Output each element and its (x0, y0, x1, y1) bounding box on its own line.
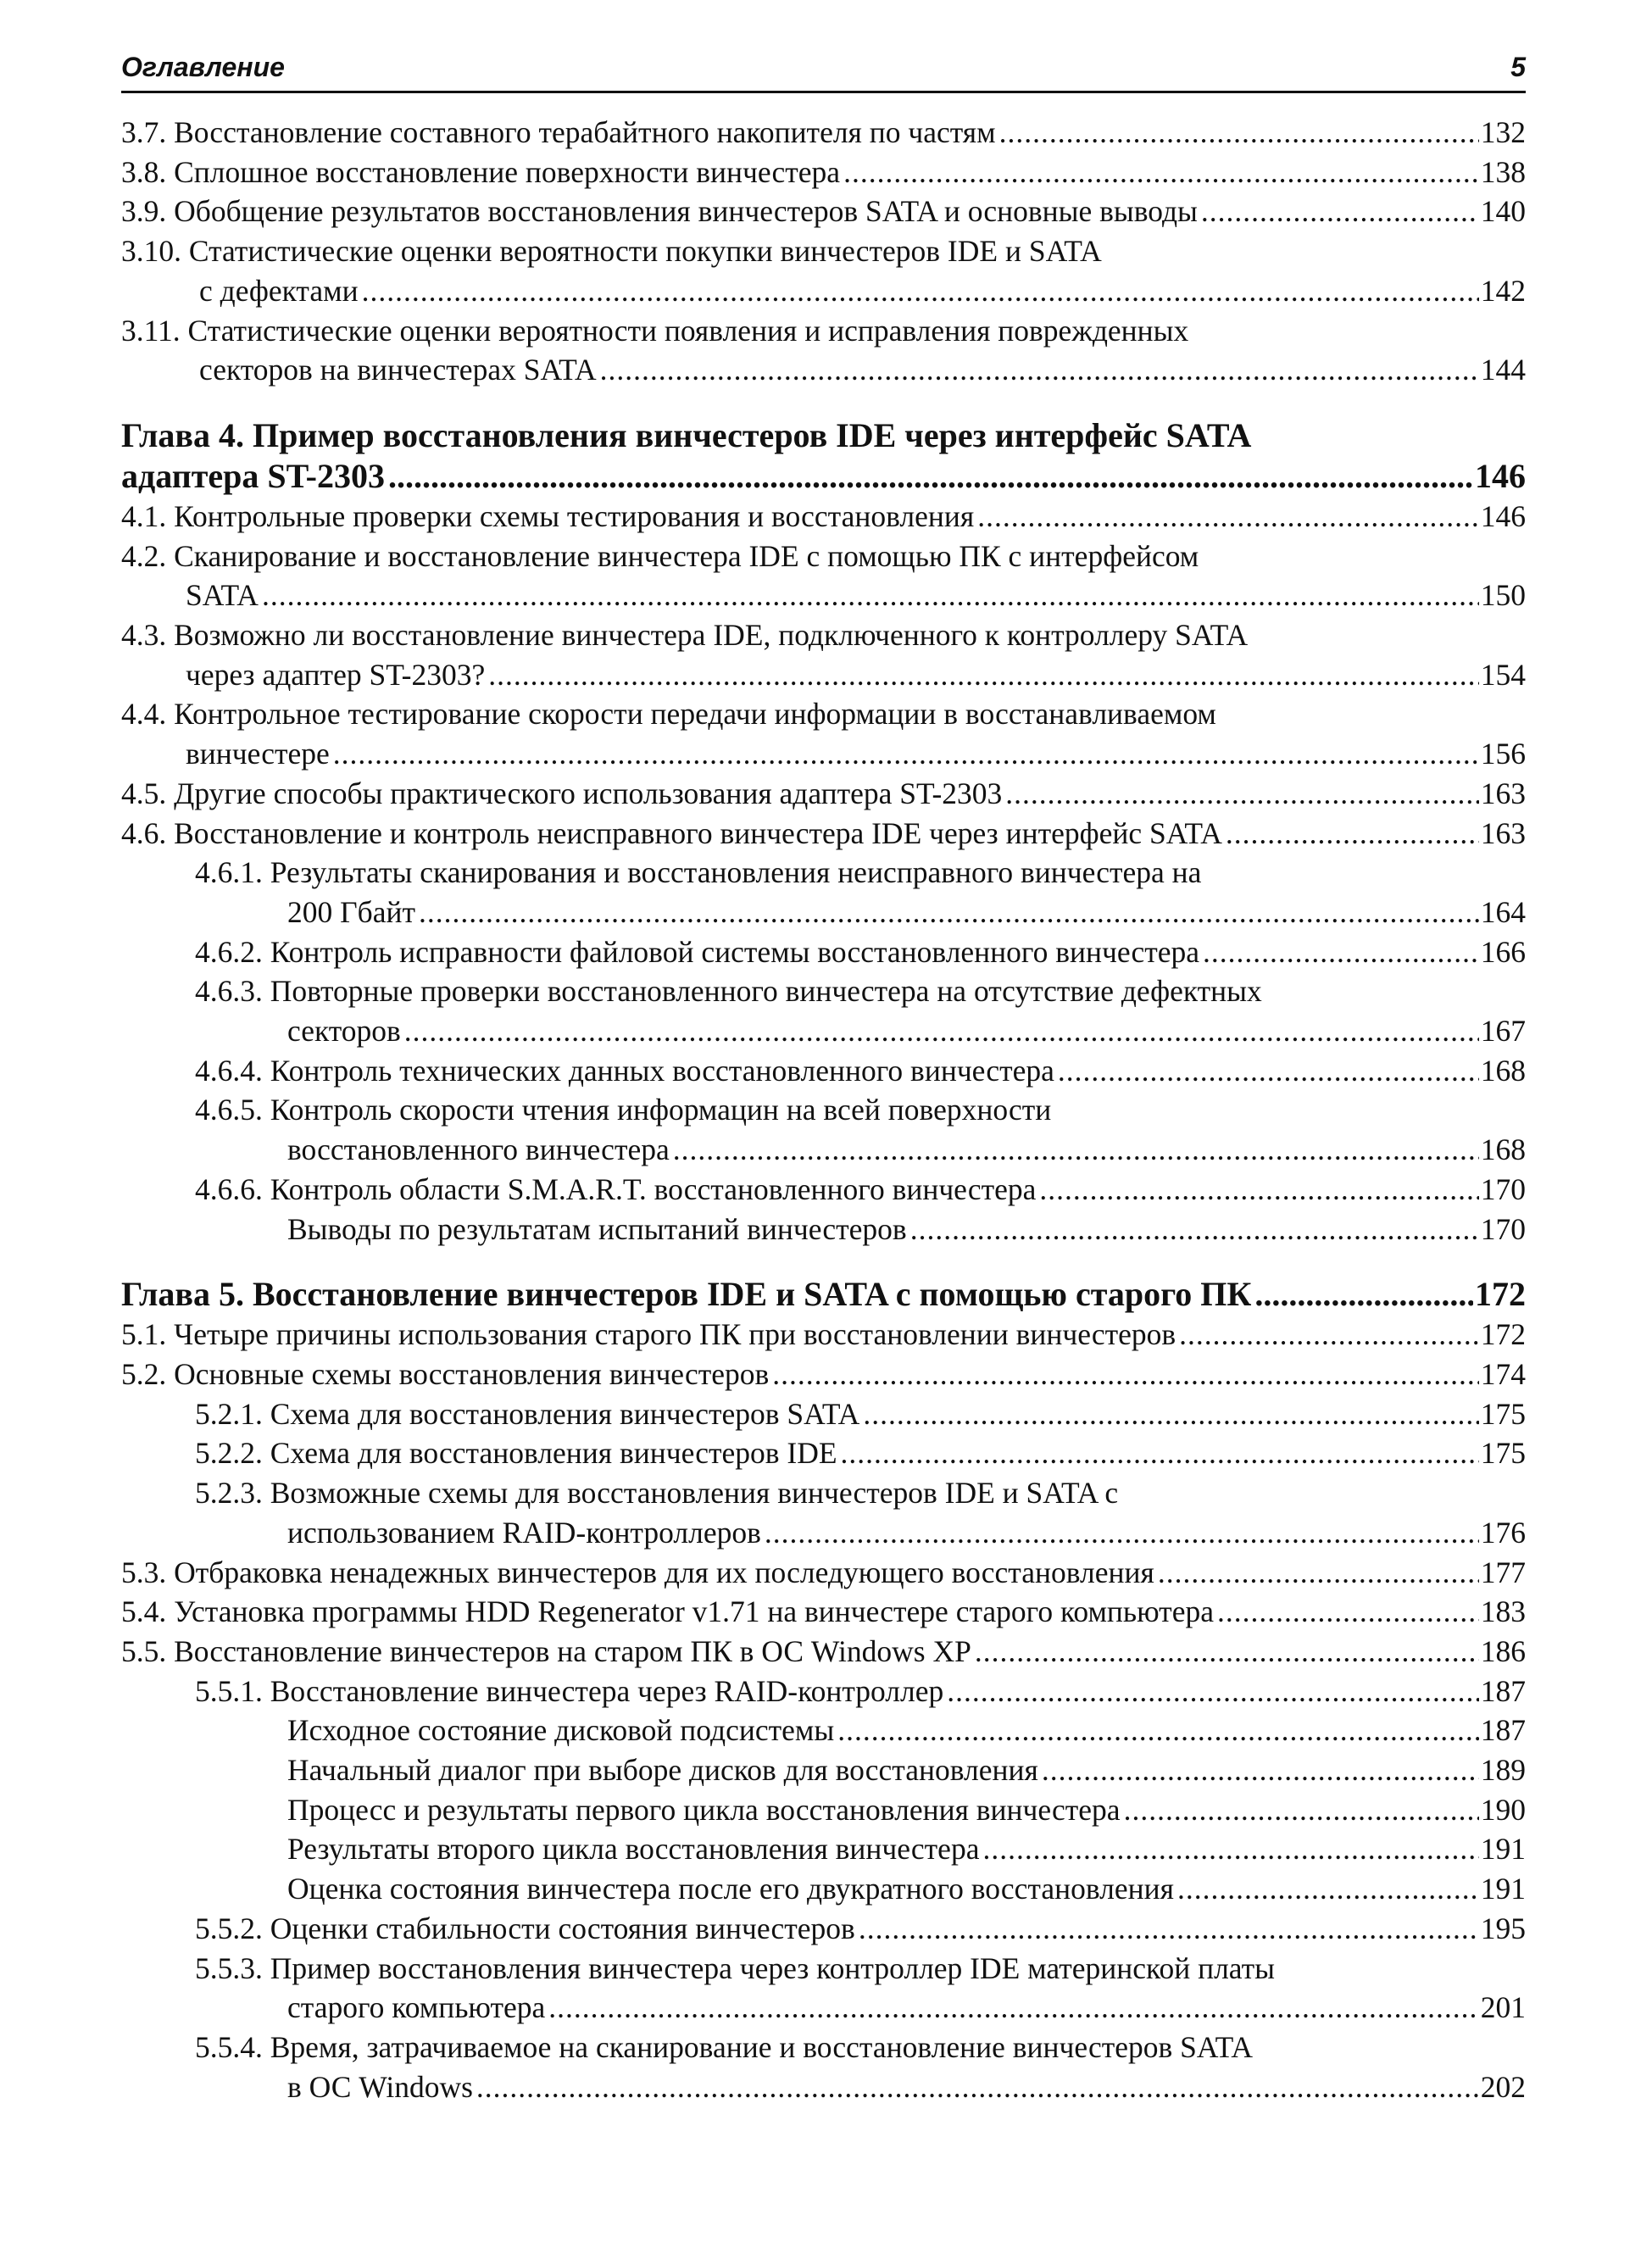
dot-leader (837, 1711, 1479, 1750)
toc-entry-title: использованием RAID-контроллеров (287, 1515, 761, 1550)
toc-page-number: 132 (1480, 115, 1526, 149)
toc-entry-title: 200 Гбайт (287, 894, 415, 929)
dot-leader (404, 1011, 1479, 1051)
dot-leader (1124, 1790, 1479, 1830)
toc-entry-title: 3.8. Сплошное восстановление поверхности винчестера (121, 154, 841, 189)
toc-entry-title: 5.5.3. Пример восстановления винчестера через контроллер IDE материнской платы (195, 1950, 1275, 1985)
dot-leader (333, 734, 1479, 774)
dot-leader (910, 1210, 1479, 1249)
toc-entry-title: старого компьютера (287, 1990, 546, 2025)
toc-entry-title: 5.4. Установка программы HDD Regenerator v1.71 на винчестере старого компьютера (121, 1594, 1214, 1629)
toc-page-number: 174 (1480, 1356, 1526, 1391)
toc-entry-title: Выводы по результатам испытаний винчестеров (287, 1211, 907, 1246)
toc-entry-title: 4.6.4. Контроль технических данных восстановленного винчестера (195, 1053, 1054, 1088)
toc-page-number: 183 (1480, 1594, 1526, 1629)
toc-page-number: 202 (1480, 2069, 1526, 2104)
toc-entry (121, 1909, 1526, 1949)
dot-leader (765, 1513, 1479, 1553)
toc-page-number: 154 (1480, 657, 1526, 692)
toc-entry-title: Глава 4. Пример восстановления винчестеров IDE через интерфейс SATA (121, 415, 1252, 454)
toc-entry (121, 1949, 1526, 2028)
running-header (121, 47, 1526, 93)
dot-leader (1254, 1274, 1473, 1315)
toc-entry (121, 311, 1526, 390)
toc-page (121, 47, 1526, 2106)
toc-entry (121, 1869, 1526, 1909)
toc-chapter-heading (121, 415, 1526, 497)
toc-page-number: 201 (1480, 1990, 1526, 2025)
toc-entry (121, 1711, 1526, 1750)
toc-page-number: 186 (1480, 1633, 1526, 1668)
toc-entry (121, 497, 1526, 537)
toc-entry-title: винчестере (186, 737, 330, 771)
dot-leader (863, 1394, 1478, 1434)
toc-entry-title: 5.5. Восстановление винчестеров на старом ПК в ОС Windows XP (121, 1633, 971, 1668)
dot-leader (1158, 1553, 1479, 1593)
dot-leader (1179, 1315, 1479, 1355)
toc-entry-title: 5.2.2. Схема для восстановления винчестеров IDE (195, 1436, 837, 1471)
toc-entry-title: 5.5.1. Восстановление винчестера через RAID-контроллер (195, 1673, 944, 1708)
toc-page-number: 164 (1480, 894, 1526, 929)
toc-entry (121, 1790, 1526, 1830)
toc-entry-title: 5.5.4. Время, затрачиваемое на сканирование и восстановление винчестеров SATA (195, 2029, 1254, 2064)
toc-entry (121, 1829, 1526, 1869)
toc-page-number: 166 (1480, 934, 1526, 969)
toc-entry (121, 1090, 1526, 1169)
dot-leader (843, 153, 1479, 192)
toc-entry (121, 814, 1526, 854)
toc-page-number: 163 (1480, 776, 1526, 810)
dot-leader (488, 655, 1479, 695)
toc-page-number: 175 (1480, 1436, 1526, 1471)
toc-entry-title: адаптера ST-2303 (121, 456, 385, 495)
toc-page-number: 170 (1480, 1171, 1526, 1206)
toc-page-number: 168 (1480, 1053, 1526, 1088)
dot-leader (1058, 1051, 1479, 1091)
dot-leader (1226, 814, 1479, 854)
toc-entry (121, 1750, 1526, 1790)
toc-page-number: 150 (1480, 578, 1526, 613)
toc-entry-title: секторов (287, 1014, 401, 1049)
toc-entry-title: 4.1. Контрольные проверки схемы тестирования и восстановления (121, 498, 975, 533)
toc-page-number: 187 (1480, 1713, 1526, 1748)
toc-page-number: 146 (1475, 456, 1526, 495)
dot-leader (673, 1130, 1479, 1170)
dot-leader (548, 1988, 1478, 2028)
toc-entry (121, 1315, 1526, 1355)
toc-entry (121, 1210, 1526, 1249)
toc-page-number: 144 (1480, 353, 1526, 387)
toc-entry-title: 4.6. Восстановление и контроль неисправного винчестера IDE через интерфейс SATA (121, 815, 1222, 850)
toc-entry (121, 774, 1526, 814)
toc-entry-title: 4.2. Сканирование и восстановление винчестера IDE с помощью ПК с интерфейсом (121, 538, 1199, 573)
toc-page-number: 191 (1480, 1832, 1526, 1867)
toc-page-number: 140 (1480, 194, 1526, 229)
toc-entry-title: восстановленного винчестера (287, 1132, 670, 1167)
toc-entry (121, 192, 1526, 231)
dot-leader (388, 456, 1473, 497)
toc-entry (121, 1394, 1526, 1434)
toc-entry-title: Глава 5. Восстановление винчестеров IDE и SATA с помощью старого ПК (121, 1275, 1252, 1314)
toc-page-number: 195 (1480, 1911, 1526, 1945)
toc-entry-title: 4.6.3. Повторные проверки восстановленного винчестера на отсутствие дефектных (195, 974, 1262, 1009)
toc-page-number: 146 (1480, 498, 1526, 533)
toc-entry (121, 231, 1526, 310)
toc-page-number: 191 (1480, 1872, 1526, 1906)
toc-page-number: 189 (1480, 1753, 1526, 1788)
toc-page-number: 142 (1480, 273, 1526, 308)
dot-leader (1005, 774, 1478, 814)
toc-entry (121, 1553, 1526, 1593)
dot-leader (999, 113, 1479, 153)
dot-leader (1203, 932, 1479, 972)
toc-entry-title: 4.6.1. Результаты сканирования и восстановления неисправного винчестера на (195, 855, 1202, 890)
toc-entry-title: 3.9. Обобщение результатов восстановления винчестеров SATA и основные выводы (121, 194, 1198, 229)
toc-entry (121, 537, 1526, 615)
toc-entry-title: SATA (186, 578, 259, 613)
toc-entry (121, 853, 1526, 932)
table-of-contents (121, 113, 1526, 2106)
toc-page-number: 168 (1480, 1132, 1526, 1167)
toc-entry (121, 1051, 1526, 1091)
dot-leader (600, 350, 1479, 390)
toc-entry-title: 5.3. Отбраковка ненадежных винчестеров для их последующего восстановления (121, 1555, 1154, 1589)
toc-entry-title: Исходное состояние дисковой подсистемы (287, 1713, 835, 1748)
toc-entry-title: в ОС Windows (287, 2069, 473, 2104)
toc-page-number: 170 (1480, 1211, 1526, 1246)
dot-leader (419, 893, 1479, 932)
running-header-title: Оглавление (121, 52, 285, 82)
toc-page-number: 177 (1480, 1555, 1526, 1589)
toc-entry-title: 4.5. Другие способы практического использования адаптера ST-2303 (121, 776, 1003, 810)
dot-leader (859, 1909, 1479, 1949)
toc-entry-title: 5.5.2. Оценки стабильности состояния винчестеров (195, 1911, 855, 1945)
toc-entry-title: 4.4. Контрольное тестирование скорости передачи информации в восстанавливаемом (121, 697, 1216, 732)
toc-page-number: 176 (1480, 1515, 1526, 1550)
dot-leader (982, 1829, 1478, 1869)
toc-page-number: 138 (1480, 154, 1526, 189)
toc-page-number: 156 (1480, 737, 1526, 771)
toc-page-number: 172 (1480, 1317, 1526, 1352)
toc-entry (121, 2028, 1526, 2106)
toc-entry-title: Оценка состояния винчестера после его двукратного восстановления (287, 1872, 1174, 1906)
toc-page-number: 163 (1480, 815, 1526, 850)
toc-page-number: 190 (1480, 1792, 1526, 1827)
toc-entry (121, 1433, 1526, 1473)
dot-leader (1042, 1750, 1479, 1790)
toc-entry (121, 113, 1526, 153)
toc-entry (121, 932, 1526, 972)
toc-entry-title: 4.3. Возможно ли восстановление винчестера IDE, подключенного к контроллеру SATA (121, 618, 1249, 653)
toc-entry (121, 1592, 1526, 1632)
toc-entry-title: с дефектами (199, 273, 359, 308)
dot-leader (977, 497, 1479, 537)
toc-entry (121, 1672, 1526, 1711)
toc-entry (121, 153, 1526, 192)
toc-entry-title: 4.6.5. Контроль скорости чтения информацин на всей поверхности (195, 1093, 1052, 1127)
running-header-page-number: 5 (1510, 52, 1526, 82)
dot-leader (362, 271, 1479, 311)
dot-leader (947, 1672, 1479, 1711)
toc-entry-title: 5.2.1. Схема для восстановления винчестеров SATA (195, 1396, 860, 1431)
toc-entry-title: секторов на винчестерах SATA (199, 353, 597, 387)
toc-entry (121, 615, 1526, 694)
toc-entry (121, 1473, 1526, 1552)
dot-leader (1217, 1592, 1479, 1632)
toc-entry (121, 1170, 1526, 1210)
toc-entry (121, 1355, 1526, 1394)
toc-entry-title: 5.2. Основные схемы восстановления винчестеров (121, 1356, 770, 1391)
toc-entry (121, 971, 1526, 1050)
dot-leader (1039, 1170, 1478, 1210)
toc-entry-title: 3.10. Статистические оценки вероятности покупки винчестеров IDE и SATA (121, 234, 1102, 269)
toc-entry-title: Результаты второго цикла восстановления винчестера (287, 1832, 980, 1867)
dot-leader (262, 576, 1479, 615)
toc-entry-title: Процесс и результаты первого цикла восстановления винчестера (287, 1792, 1121, 1827)
toc-entry-title: 3.11. Статистические оценки вероятности появления и исправления поврежденных (121, 313, 1189, 348)
toc-page-number: 172 (1475, 1275, 1526, 1314)
dot-leader (1201, 192, 1479, 231)
toc-entry-title: 4.6.2. Контроль исправности файловой системы восстановленного винчестера (195, 934, 1200, 969)
toc-chapter-heading (121, 1274, 1526, 1315)
toc-entry-title: Начальный диалог при выборе дисков для восстановления (287, 1753, 1038, 1788)
dot-leader (476, 2067, 1479, 2107)
toc-entry (121, 694, 1526, 773)
toc-entry-title: 5.2.3. Возможные схемы для восстановления винчестеров IDE и SATA с (195, 1476, 1119, 1511)
dot-leader (975, 1632, 1479, 1672)
dot-leader (1177, 1869, 1479, 1909)
toc-entry-title: 5.1. Четыре причины использования старого ПК при восстановлении винчестеров (121, 1317, 1176, 1352)
toc-entry (121, 1632, 1526, 1672)
toc-page-number: 167 (1480, 1014, 1526, 1049)
dot-leader (841, 1433, 1479, 1473)
toc-page-number: 175 (1480, 1396, 1526, 1431)
toc-page-number: 187 (1480, 1673, 1526, 1708)
toc-entry-title: через адаптер ST-2303? (186, 657, 486, 692)
toc-entry-title: 3.7. Восстановление составного терабайтного накопителя по частям (121, 115, 996, 149)
dot-leader (772, 1355, 1479, 1394)
toc-entry-title: 4.6.6. Контроль области S.M.A.R.T. восстановленного винчестера (195, 1171, 1037, 1206)
